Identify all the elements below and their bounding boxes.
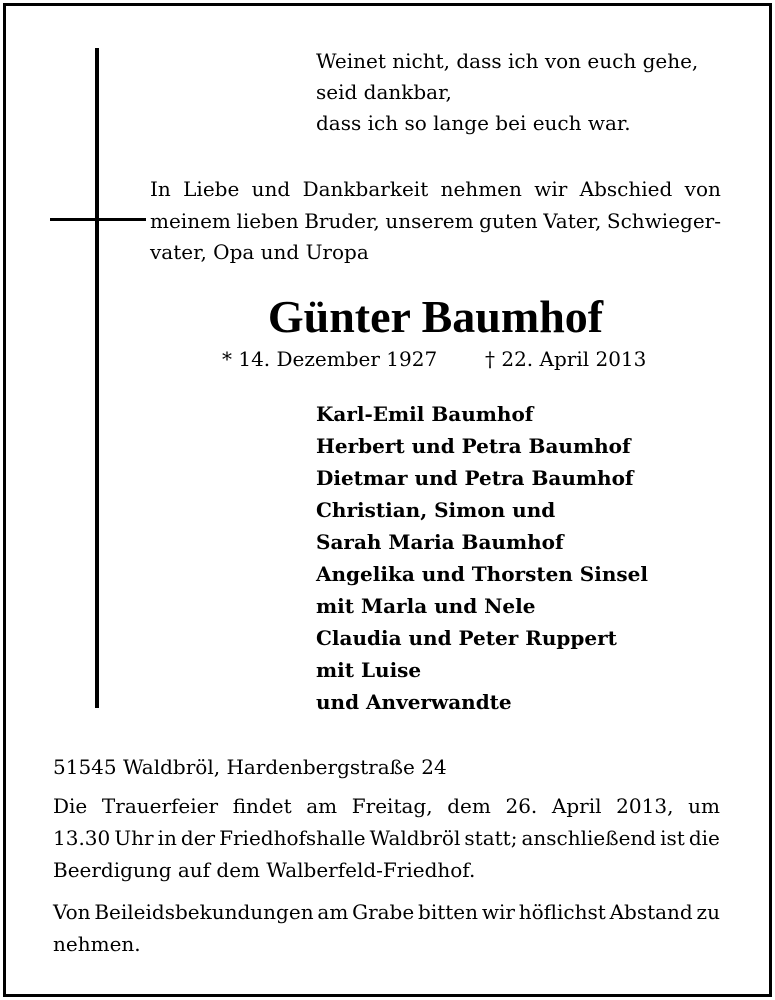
word: dem (447, 794, 491, 818)
mourner-entry: Karl-Emil Baumhof (316, 402, 534, 426)
word: 26. (505, 794, 538, 818)
mourner-entry: Claudia und Peter Ruppert (316, 626, 617, 650)
word: wir (534, 177, 568, 201)
mourner-entry: Angelika und Thorsten Sinsel (316, 562, 648, 586)
condolence-line: nehmen. (53, 932, 141, 956)
deceased-name: Günter Baumhof (267, 291, 604, 342)
funeral-line: Beerdigung auf dem Walberfeld-Friedhof. (53, 858, 476, 882)
poem-line: dass ich so lange bei euch war. (316, 111, 631, 135)
word: In (150, 177, 171, 201)
word: zu (696, 900, 720, 924)
intro-text (150, 174, 721, 269)
word: meinem (150, 208, 231, 233)
condolence-note (53, 896, 720, 960)
poem-line: seid dankbar, (316, 80, 452, 104)
word: Dankbarkeit (302, 177, 429, 201)
word: bitten (418, 900, 479, 924)
funeral-line (53, 822, 720, 854)
word: von (684, 177, 721, 201)
mourner-entry: mit Luise (316, 658, 422, 682)
word: findet (232, 794, 292, 818)
word: und (251, 177, 291, 201)
word: Beileidsbekundungen (94, 900, 314, 924)
word: ist (660, 826, 685, 850)
mourner-entry: mit Marla und Nele (316, 594, 536, 618)
word: Von (53, 900, 91, 924)
mourner-entry: und Anverwandte (316, 690, 512, 714)
birth-date: * 14. Dezember 1927 (222, 347, 438, 371)
word: Waldbröl (369, 826, 461, 850)
word: der (180, 826, 216, 850)
funeral-info (53, 790, 720, 886)
mourning-address: 51545 Waldbröl, Hardenbergstraße 24 (53, 755, 447, 779)
word: die (688, 826, 720, 850)
word: Bruder, (304, 208, 380, 233)
intro-line (150, 206, 721, 238)
poem-line: Weinet nicht, dass ich von euch gehe, (316, 49, 699, 73)
word: höflichst (518, 900, 606, 924)
mourner-entry: Sarah Maria Baumhof (316, 530, 564, 554)
word: am (317, 900, 349, 924)
intro-line: vater, Opa und Uropa (150, 240, 369, 264)
word: Freitag, (351, 794, 433, 818)
word: nehmen (440, 177, 522, 201)
funeral-line (53, 790, 720, 822)
word: guten (479, 208, 538, 233)
word: Vater, (543, 208, 602, 233)
word: Abschied (579, 177, 673, 201)
word: Liebe (183, 177, 240, 201)
mourners-list (316, 398, 648, 718)
word: Die (53, 794, 88, 818)
word: Friedhofshalle (219, 826, 366, 850)
word: am (306, 794, 338, 818)
word: April (551, 794, 602, 818)
word: Abstand (609, 900, 693, 924)
condolence-line (53, 896, 720, 928)
word: lieben (236, 208, 299, 233)
death-date: † 22. April 2013 (485, 347, 647, 371)
mourner-entry: Dietmar und Petra Baumhof (316, 466, 634, 490)
poem (316, 46, 698, 139)
word: unserem (385, 208, 474, 233)
cross-icon (95, 48, 99, 708)
word: statt; (464, 826, 518, 850)
word: anschließend (521, 826, 657, 850)
mourner-entry: Christian, Simon und (316, 498, 556, 522)
word: Schwieger- (606, 208, 721, 233)
word: Grabe (352, 900, 415, 924)
word: Trauerfeier (101, 794, 219, 818)
mourner-entry: Herbert und Petra Baumhof (316, 434, 631, 458)
word: wir (481, 900, 515, 924)
word: 2013, (616, 794, 674, 818)
word: um (688, 794, 720, 818)
word: in (157, 826, 177, 850)
cross-icon-bar (50, 218, 146, 221)
word: Uhr (114, 826, 154, 850)
word: 13.30 (53, 826, 111, 850)
intro-line (150, 174, 721, 206)
